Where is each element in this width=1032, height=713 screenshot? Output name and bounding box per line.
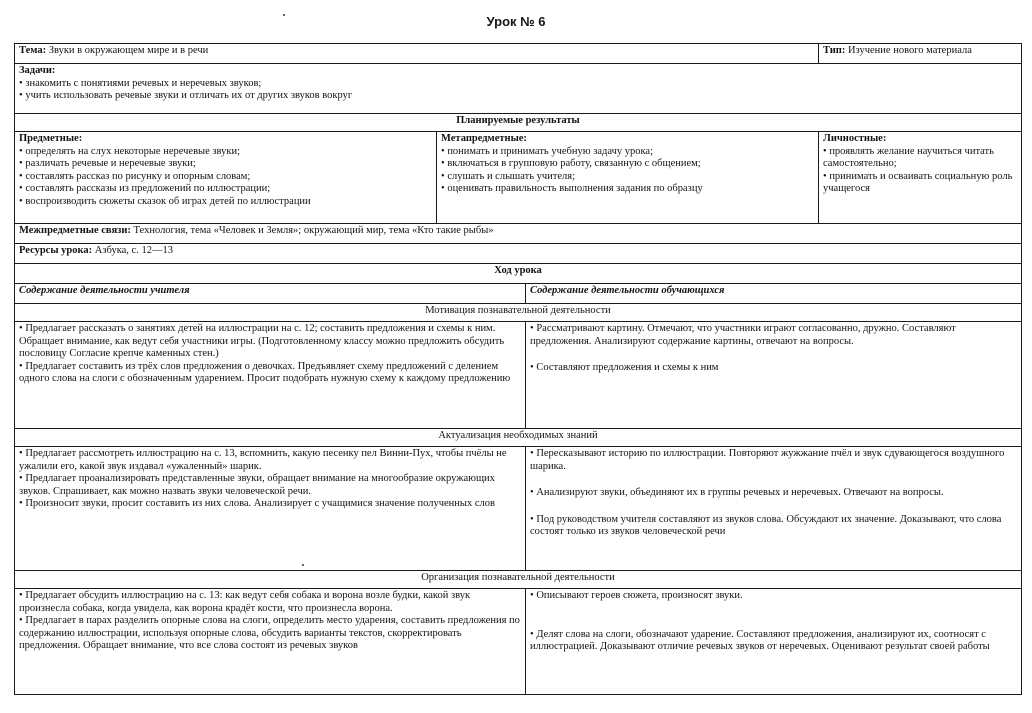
student-activity-cell bbox=[526, 589, 1022, 695]
subject-result-item: • составлять рассказы из предложений по иллюстрации; bbox=[19, 183, 432, 196]
teacher-activity-item: • Предлагает обсудить иллюстрацию на с. 13: как ведут себя собака и ворона возле будки, какой звук произнесла собака, когда увидела, как ворона крадёт кости, что произнесла ворона. bbox=[19, 590, 521, 615]
interdisciplinary-cell bbox=[15, 224, 1022, 244]
teacher-activity-item: • Произносит звуки, просит составить из них слова. Анализирует с учащимися значение полученных слов bbox=[19, 498, 521, 511]
teacher-activity-cell bbox=[15, 322, 526, 429]
interdisciplinary-row bbox=[15, 224, 1022, 244]
student-activity-item: • Рассматривают картину. Отмечают, что участники играют согласованно, дружно. Составляют предложения. Анализируют содержание картины, отвечают на вопросы. bbox=[530, 323, 1017, 348]
stage-content-row bbox=[15, 589, 1022, 695]
teacher-activity-item: • Предлагает в парах разделить опорные слова на слоги, определить место ударения, составить предложения по содержанию иллюстрации, используя опорные слова, обсудить варианты текстов, скорректировать предложения. Обращает внимание, что все слова состоят из речевых звуков bbox=[19, 615, 521, 653]
meta-result-item: • оценивать правильность выполнения задания по образцу bbox=[441, 183, 814, 196]
resources-cell bbox=[15, 244, 1022, 264]
topic-row bbox=[15, 44, 1022, 64]
tasks-row bbox=[15, 64, 1022, 114]
planned-results-header: Планируемые результаты bbox=[15, 114, 1022, 132]
teacher-activity-item: • Предлагает составить из трёх слов предложения о девочках. Предъявляет схему предложений с делением одного слова на слоги с обозначенным ударением. Просит подобрать нужную схему к каждому предложению bbox=[19, 361, 521, 386]
meta-result-item: • понимать и принимать учебную задачу урока; bbox=[441, 146, 814, 159]
teacher-activity-item: • Предлагает рассказать о занятиях детей на иллюстрации на с. 12; составить предложения и схемы к ним. Обращает внимание, как ведут себя участники игры. (Подготовленному классу можно предложить обсудить пословицу Согласие крепче каменных стен.) bbox=[19, 323, 521, 361]
personal-result-item: • принимать и осваивать социальную роль учащегося bbox=[823, 171, 1017, 196]
teacher-activity-cell bbox=[15, 447, 526, 571]
student-activity-item: • Составляют предложения и схемы к ним bbox=[530, 362, 1017, 375]
lesson-plan-table bbox=[14, 43, 1022, 695]
stage-name: Организация познавательной деятельности bbox=[15, 571, 1022, 589]
personal-results-cell bbox=[819, 132, 1022, 224]
course-header-row bbox=[15, 264, 1022, 284]
resources-label: Ресурсы урока: bbox=[19, 245, 93, 256]
student-activity-cell bbox=[526, 322, 1022, 429]
stage-content-row bbox=[15, 447, 1022, 571]
teacher-column-header: Содержание деятельности учителя bbox=[15, 284, 526, 304]
subject-result-item: • воспроизводить сюжеты сказок об играх детей по иллюстрации bbox=[19, 196, 432, 209]
task-item: • учить использовать речевые звуки и отличать их от других звуков вокруг bbox=[19, 90, 1017, 103]
lesson-title: Урок № 6 bbox=[486, 14, 546, 29]
course-header: Ход урока bbox=[15, 264, 1022, 284]
type-value: Изучение нового материала bbox=[847, 45, 972, 56]
meta-results-cell bbox=[437, 132, 819, 224]
student-activity-item: • Описывают героев сюжета, произносят звуки. bbox=[530, 590, 1017, 603]
interdisciplinary-label: Межпредметные связи: bbox=[19, 225, 131, 236]
personal-results-label: Личностные: bbox=[823, 133, 887, 144]
stage-content-row bbox=[15, 322, 1022, 429]
tasks-label: Задачи: bbox=[19, 65, 56, 76]
student-activity-item: • Делят слова на слоги, обозначают ударение. Составляют предложения, анализируют их, соотносят с иллюстрацией. Доказывают отличие речевых звуков от неречевых. Оценивают результат своей работы bbox=[530, 629, 1017, 654]
planned-results-header-row bbox=[15, 114, 1022, 132]
teacher-activity-item: • Предлагает рассмотреть иллюстрацию на с. 13, вспомнить, какую песенку пел Винни-Пух, чтобы пчёлы не ужалили его, какой звук издавал «ужаленный» шарик. bbox=[19, 448, 521, 473]
personal-result-item: • проявлять желание научиться читать самостоятельно; bbox=[823, 146, 1017, 171]
meta-result-item: • включаться в групповую работу, связанную с общением; bbox=[441, 158, 814, 171]
stage-name: Актуализация необходимых знаний bbox=[15, 429, 1022, 447]
student-activity-item: • Под руководством учителя составляют из звуков слова. Обсуждают их значение. Доказывают, что слова состоят только из звуков человеческой речи bbox=[530, 514, 1017, 539]
teacher-activity-cell bbox=[15, 589, 526, 695]
students-column-header: Содержание деятельности обучающихся bbox=[526, 284, 1022, 304]
task-item: • знакомить с понятиями речевых и неречевых звуков; bbox=[19, 78, 1017, 91]
type-cell bbox=[819, 44, 1022, 64]
meta-results-label: Метапредметные: bbox=[441, 133, 527, 144]
subject-result-item: • составлять рассказ по рисунку и опорным словам; bbox=[19, 171, 432, 184]
course-columns-row bbox=[15, 284, 1022, 304]
subject-result-item: • различать речевые и неречевые звуки; bbox=[19, 158, 432, 171]
student-activity-cell bbox=[526, 447, 1022, 571]
subject-results-label: Предметные: bbox=[19, 133, 83, 144]
teacher-activity-item: • Предлагает проанализировать представленные звуки, обращает внимание на многообразие окружающих звуков. Спрашивает, как можно назвать звуки человеческой речи. bbox=[19, 473, 521, 498]
subject-result-item: • определять на слух некоторые неречевые звуки; bbox=[19, 146, 432, 159]
topic-value: Звуки в окружающем мире и в речи bbox=[48, 45, 209, 56]
tasks-cell bbox=[15, 64, 1022, 114]
student-activity-item: • Анализируют звуки, объединяют их в группы речевых и неречевых. Отвечают на вопросы. bbox=[530, 487, 1017, 500]
topic-cell bbox=[15, 44, 819, 64]
scan-speck bbox=[283, 14, 285, 16]
topic-label: Тема: bbox=[19, 45, 47, 56]
stage-row bbox=[15, 304, 1022, 322]
type-label: Тип: bbox=[823, 45, 846, 56]
stage-name: Мотивация познавательной деятельности bbox=[15, 304, 1022, 322]
stage-row bbox=[15, 571, 1022, 589]
meta-result-item: • слушать и слышать учителя; bbox=[441, 171, 814, 184]
planned-results-row bbox=[15, 132, 1022, 224]
subject-results-cell bbox=[15, 132, 437, 224]
interdisciplinary-value: Технология, тема «Человек и Земля»; окружающий мир, тема «Кто такие рыбы» bbox=[133, 225, 494, 236]
student-activity-item: • Пересказывают историю по иллюстрации. Повторяют жужжание пчёл и звук сдувающегося воздушного шарика. bbox=[530, 448, 1017, 473]
resources-value: Азбука, с. 12—13 bbox=[94, 245, 173, 256]
stage-row bbox=[15, 429, 1022, 447]
resources-row bbox=[15, 244, 1022, 264]
